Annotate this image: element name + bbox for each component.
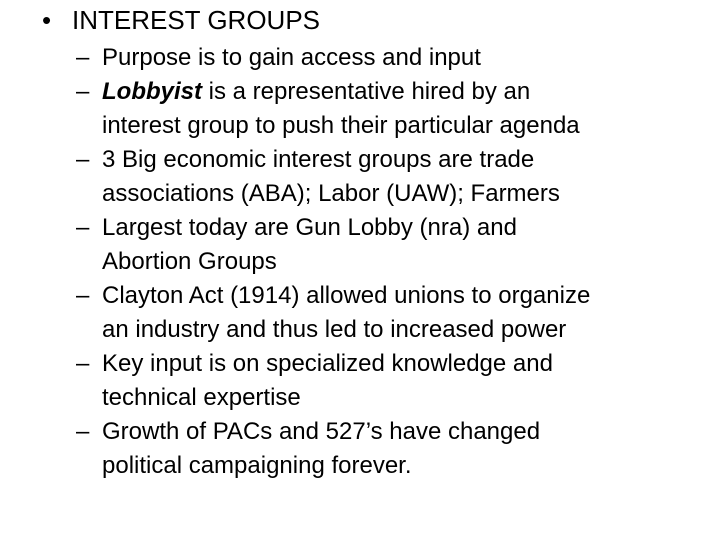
sub-bullet-line: 3 Big economic interest groups are trade [102, 146, 535, 173]
sub-bullet-line: Growth of PACs and 527’s have changed [102, 418, 541, 445]
dash-icon: – [76, 78, 90, 105]
sub-bullet-line: Largest today are Gun Lobby (nra) and [102, 214, 517, 241]
sub-bullet-line: Purpose is to gain access and input [102, 44, 481, 71]
sub-bullet-list [76, 41, 706, 483]
sub-bullet-line [102, 75, 706, 109]
main-bullet-text: INTEREST GROUPS [72, 5, 321, 35]
sub-bullet-purpose [76, 41, 706, 75]
sub-bullet-line: an industry and thus led to increased power [102, 316, 567, 343]
sub-bullet-pacs [76, 415, 706, 483]
sub-bullet-largest [76, 211, 706, 279]
bullet-icon: • [42, 5, 52, 35]
sub-bullet-line: associations (ABA); Labor (UAW); Farmers [102, 180, 560, 207]
dash-icon: – [76, 282, 90, 309]
dash-icon: – [76, 350, 90, 377]
sub-bullet-line: political campaigning forever. [102, 452, 412, 479]
sub-bullet-line: Abortion Groups [102, 248, 277, 275]
dash-icon: – [76, 418, 90, 445]
sub-bullet-lobbyist [76, 75, 706, 143]
sub-bullet-line: Key input is on specialized knowledge and [102, 350, 553, 377]
sub-bullet-line: interest group to push their particular agenda [102, 112, 580, 139]
dash-icon: – [76, 146, 90, 173]
sub-bullet-clayton-act [76, 279, 706, 347]
dash-icon: – [76, 214, 90, 241]
main-bullet [42, 3, 320, 37]
sub-bullet-key-input [76, 347, 706, 415]
lobbyist-term: Lobbyist [102, 78, 202, 105]
sub-bullet-line: technical expertise [102, 384, 301, 411]
sub-bullet-line: Clayton Act (1914) allowed unions to organize [102, 282, 591, 309]
sub-bullet-line-text: is a representative hired by an [202, 78, 531, 105]
sub-bullet-economic-groups [76, 143, 706, 211]
dash-icon: – [76, 44, 90, 71]
